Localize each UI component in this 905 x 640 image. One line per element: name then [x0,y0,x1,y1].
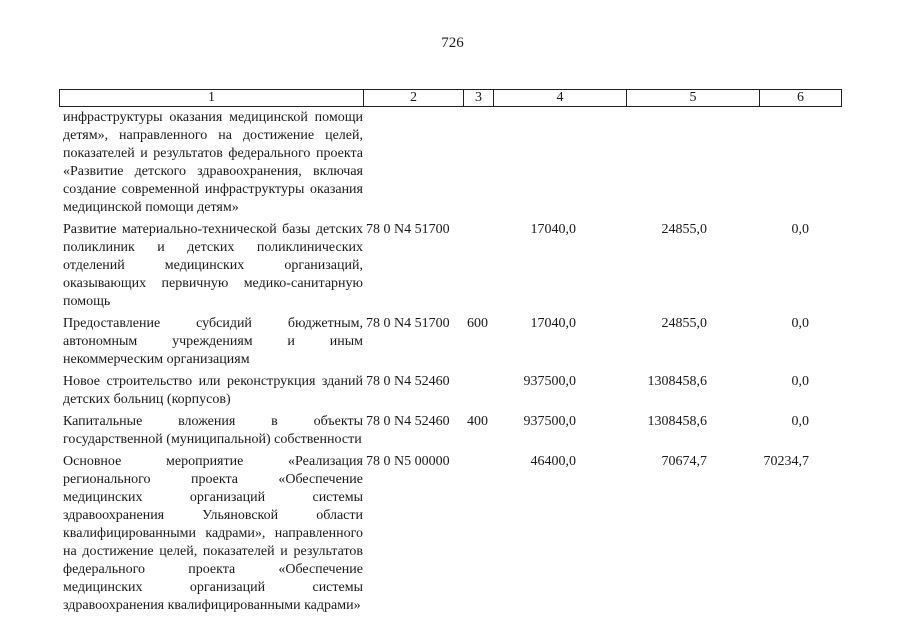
row-value-2: 1308458,6 [647,414,707,429]
table-row [59,453,841,615]
row-value-3: 70234,7 [763,454,809,469]
page-number: 726 [441,35,464,51]
row-name: Новое строительство или реконструкция зданий детских больниц (корпусов) [63,374,363,407]
table-row [59,315,841,369]
row-code: 78 0 N4 52460 [366,414,450,429]
row-name: Предоставление субсидий бюджетным, автономным учреждениям и иным некоммерческим организациям [63,316,363,367]
row-value-3: 0,0 [791,316,809,331]
row-value-2: 70674,7 [661,454,707,469]
header-col-1: 1 [60,90,364,107]
row-value-3: 0,0 [791,374,809,389]
row-value-1: 937500,0 [523,374,576,389]
row-vr: 600 [467,316,488,331]
header-col-6: 6 [760,90,842,107]
table-row [59,109,841,217]
row-name: Капитальные вложения в объекты государственной (муниципальной) собственности [63,414,363,447]
row-value-2: 24855,0 [661,316,707,331]
table-body [59,109,841,615]
row-value-3: 0,0 [791,222,809,237]
row-code: 78 0 N4 52460 [366,374,450,389]
row-name: Развитие материально-технической базы детских поликлиник и детских поликлинических отделений медицинских организаций, оказывающих первичную медико-санитарную помощь [63,222,363,309]
row-value-1: 17040,0 [530,316,576,331]
header-col-3: 3 [464,90,494,107]
table-row [59,413,841,449]
row-code: 78 0 N4 51700 [366,222,450,237]
header-col-4: 4 [494,90,627,107]
header-col-5: 5 [627,90,760,107]
row-value-3: 0,0 [791,414,809,429]
row-value-1: 937500,0 [523,414,576,429]
row-name: инфраструктуры оказания медицинской помощи детям», направленного на достижение целей, показателей и результатов федерального проекта «Развитие детского здравоохранения, включая создание современной инфраструктуры оказания медицинской помощи детям» [63,110,363,215]
row-value-2: 1308458,6 [647,374,707,389]
header-col-2: 2 [364,90,464,107]
row-value-1: 46400,0 [530,454,576,469]
row-vr: 400 [467,414,488,429]
row-value-2: 24855,0 [661,222,707,237]
row-value-1: 17040,0 [530,222,576,237]
table-header [59,89,842,107]
row-name: Основное мероприятие «Реализация регионального проекта «Обеспечение медицинских организаций системы здравоохранения Ульяновской области квалифицированными кадрами», направленного на достижение целей, показателей и результатов федерального проекта «Обеспечение медицинских организаций системы здравоохранения квалифицированными кадрами» [63,454,363,613]
row-code: 78 0 N4 51700 [366,316,450,331]
table-row [59,373,841,409]
row-code: 78 0 N5 00000 [366,454,450,469]
table-row [59,221,841,311]
